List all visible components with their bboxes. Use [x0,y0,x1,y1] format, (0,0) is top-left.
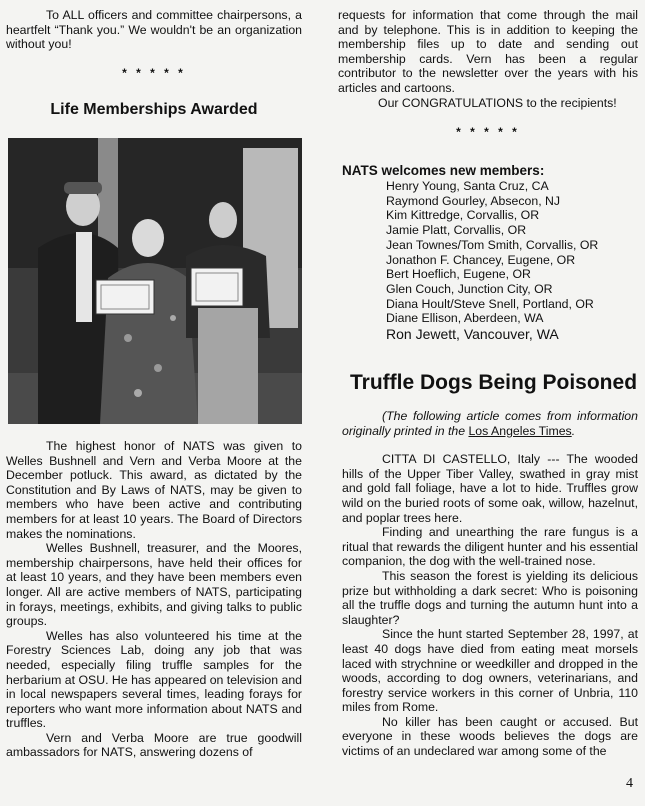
life-memberships-heading: Life Memberships Awarded [50,101,258,118]
section-divider: * * * * * [456,125,520,139]
member-item: Jonathon F. Chancey, Eugene, OR [386,252,576,267]
article-paragraph-4: Since the hunt started September 28, 1997, at least 40 dogs have died from eating meat morsels laced with strychnine or weedkiller and dropped in the woods, according to dog owners, veterinarians, and forestry service workers in this corner of Unbria, 110 miles from Rome. [342,627,638,715]
congratulations-line: Our CONGRATULATIONS to the recipients! [378,95,617,110]
source-note [342,409,638,438]
source-note-text: (The following article comes from information originally printed in the [342,409,638,438]
article-title: Truffle Dogs Being Poisoned [350,371,638,394]
membership-paragraph-continued: requests for information that come through the mail and by telephone. This is in addition to keeping the membership files up to date and sending out membership cards. Vern has been a regular contributor to the newsletter over the years with his articles and cartoons. [338,8,638,95]
article-paragraph-5: No killer has been caught or accused. But everyone in these woods believes the dogs are victims of an undeclared war among some of the [342,714,638,759]
member-item: Henry Young, Santa Cruz, CA [386,179,549,193]
left-paragraph-4: Vern and Verba Moore are true goodwill ambassadors for NATS, answering dozens of [6,730,302,760]
left-paragraph-3: Welles has also volunteered his time at the Forestry Sciences Lab, doing any job that was needed, especially filing truffle samples for the herbarium at OSU. He has appeared on television and in local newspapers several times, leading forays for reporters who want more information about NATS and truffles. [6,628,302,731]
article-body [342,409,638,759]
article-paragraph-3: This season the forest is yielding its delicious prize but withholding a dark secret: Who is poisoning all the truffle dogs and turning the autumn hunt into a slaughter? [342,568,638,627]
source-note-end: . [571,423,576,438]
thanks-paragraph: To ALL officers and committee chairpersons, a heartfelt “Thank you.” We wouldn't be an organization without you! [6,8,302,52]
new-members-list [342,179,638,343]
member-item: Glen Couch, Junction City, OR [386,281,553,296]
member-item: Kim Kittredge, Corvallis, OR [386,208,540,223]
left-article-body [6,439,302,760]
left-paragraph-2: Welles Bushnell, treasurer, and the Moores, membership chairpersons, have held their offices for at least 10 years, and they have been members even longer. All are active members of NATS, participating in forays, meetings, exhibits, and giving talks to public groups. [6,541,302,629]
member-item: Jamie Platt, Corvallis, OR [386,223,527,238]
member-item: Bert Hoeflich, Eugene, OR [386,267,531,282]
article-paragraph-2: Finding and unearthing the rare fungus is a ritual that rewards the diligent hunter and his essential companion, the dog with the well-trained nose. [342,525,638,569]
member-item: Diana Hoult/Steve Snell, Portland, OR [386,296,594,311]
right-top-block [338,8,638,110]
section-divider: * * * * * [122,66,186,80]
award-photo [8,138,302,424]
source-publication: Los Angeles Times [468,423,572,438]
left-paragraph-1: The highest honor of NATS was given to Welles Bushnell and Vern and Verba Moore at the December potluck. This award, as dictated by the Constitution and By Laws of NATS, may be given to members who have been active and contributing members for at least 10 years. The Board of Directors makes the nominations. [6,439,302,541]
member-item: Jean Townes/Tom Smith, Corvallis, OR [386,237,599,252]
new-members-block [342,163,638,343]
page-number: 4 [626,776,633,791]
member-item: Raymond Gourley, Absecon, NJ [386,193,561,208]
new-members-heading: NATS welcomes new members: [342,163,545,178]
member-item: Ron Jewett, Vancouver, WA [386,326,559,343]
member-item: Diane Ellison, Aberdeen, WA [386,311,544,326]
award-photo-image [8,138,302,424]
article-paragraph-1: CITTA DI CASTELLO, Italy --- The wooded hills of the Upper Tiber Valley, swathed in gray mist and gold fall foliage, have a lot to hide. Truffles grow wild on the buried roots of some oak, willow, hazelnut, and poplar trees here. [342,452,638,525]
